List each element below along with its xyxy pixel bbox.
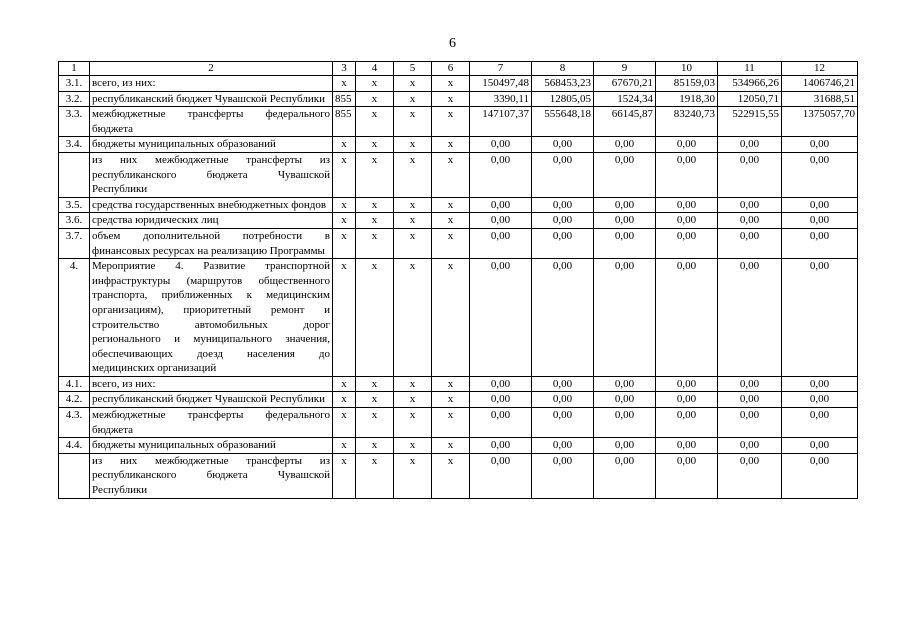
row-value-cell: 83240,73 (656, 107, 718, 137)
row-value-cell: 0,00 (656, 213, 718, 229)
row-code-cell: х (356, 152, 394, 197)
row-code-cell: х (432, 107, 470, 137)
row-number: 4. (59, 259, 90, 377)
row-code-cell: х (333, 137, 356, 153)
row-code-cell: х (394, 259, 432, 377)
column-header: 4 (356, 62, 394, 76)
row-value-cell: 67670,21 (594, 76, 656, 92)
row-value-cell: 0,00 (532, 152, 594, 197)
row-code-cell: х (432, 453, 470, 498)
table-row (59, 228, 858, 258)
row-value-cell: 0,00 (532, 197, 594, 213)
row-code-cell: х (394, 228, 432, 258)
table-row (59, 259, 858, 377)
row-code-cell: х (394, 453, 432, 498)
row-number: 3.3. (59, 107, 90, 137)
row-code-cell: х (432, 228, 470, 258)
row-value-cell: 66145,87 (594, 107, 656, 137)
row-code-cell: х (356, 76, 394, 92)
row-value-cell: 0,00 (594, 137, 656, 153)
row-value-cell: 0,00 (782, 213, 858, 229)
row-number: 3.1. (59, 76, 90, 92)
row-code-cell: х (356, 259, 394, 377)
row-value-cell: 0,00 (594, 376, 656, 392)
row-value-cell: 568453,23 (532, 76, 594, 92)
row-value-cell: 0,00 (782, 453, 858, 498)
row-code-cell: х (356, 392, 394, 408)
column-header: 7 (470, 62, 532, 76)
row-code-cell: х (356, 137, 394, 153)
header-row (59, 62, 858, 76)
row-value-cell: 0,00 (594, 408, 656, 438)
row-code-cell: х (333, 197, 356, 213)
row-value-cell: 0,00 (718, 376, 782, 392)
row-value-cell: 147107,37 (470, 107, 532, 137)
row-code-cell: 855 (333, 91, 356, 107)
row-code-cell: х (333, 76, 356, 92)
row-number: 4.3. (59, 408, 90, 438)
row-code-cell: х (333, 152, 356, 197)
row-value-cell: 0,00 (782, 197, 858, 213)
table-row (59, 137, 858, 153)
page-number: 6 (449, 36, 456, 51)
row-value-cell: 0,00 (470, 137, 532, 153)
row-code-cell: х (432, 152, 470, 197)
row-value-cell: 0,00 (718, 228, 782, 258)
row-value-cell: 0,00 (782, 438, 858, 454)
row-value-cell: 0,00 (656, 152, 718, 197)
row-code-cell: х (356, 107, 394, 137)
table-row (59, 376, 858, 392)
row-value-cell: 12805,05 (532, 91, 594, 107)
row-number (59, 453, 90, 498)
row-code-cell: х (432, 392, 470, 408)
row-code-cell: х (333, 438, 356, 454)
row-code-cell: х (394, 213, 432, 229)
column-header: 1 (59, 62, 90, 76)
row-number: 4.4. (59, 438, 90, 454)
row-description: средства государственных внебюджетных фондов (90, 197, 333, 213)
row-code-cell: х (432, 376, 470, 392)
table-row (59, 197, 858, 213)
table-body (59, 76, 858, 499)
row-value-cell: 0,00 (656, 438, 718, 454)
row-code-cell: х (432, 91, 470, 107)
column-header: 12 (782, 62, 858, 76)
row-value-cell: 0,00 (594, 228, 656, 258)
row-value-cell: 0,00 (782, 408, 858, 438)
row-value-cell: 0,00 (782, 152, 858, 197)
row-value-cell: 0,00 (782, 137, 858, 153)
row-code-cell: х (333, 453, 356, 498)
row-code-cell: х (432, 438, 470, 454)
column-header: 6 (432, 62, 470, 76)
row-value-cell: 85159,03 (656, 76, 718, 92)
row-value-cell: 534966,26 (718, 76, 782, 92)
table-row (59, 152, 858, 197)
row-value-cell: 0,00 (532, 438, 594, 454)
row-value-cell: 0,00 (594, 197, 656, 213)
row-description: межбюджетные трансферты федерального бюджета (90, 107, 333, 137)
row-value-cell: 0,00 (718, 438, 782, 454)
row-description: всего, из них: (90, 76, 333, 92)
row-code-cell: х (356, 213, 394, 229)
row-value-cell: 0,00 (656, 259, 718, 377)
row-value-cell: 0,00 (718, 408, 782, 438)
row-code-cell: х (356, 453, 394, 498)
row-value-cell: 0,00 (470, 259, 532, 377)
row-code-cell: х (432, 408, 470, 438)
row-value-cell: 0,00 (470, 438, 532, 454)
row-description: из них межбюджетные трансферты из республиканского бюджета Чувашской Республики (90, 152, 333, 197)
row-code-cell: х (333, 376, 356, 392)
row-value-cell: 0,00 (656, 408, 718, 438)
row-number: 3.6. (59, 213, 90, 229)
row-code-cell: х (333, 213, 356, 229)
table-row (59, 213, 858, 229)
row-value-cell: 12050,71 (718, 91, 782, 107)
row-code-cell: х (394, 197, 432, 213)
table-row (59, 438, 858, 454)
row-code-cell: х (356, 228, 394, 258)
budget-table (58, 61, 858, 499)
row-value-cell: 3390,11 (470, 91, 532, 107)
column-header: 10 (656, 62, 718, 76)
column-header: 8 (532, 62, 594, 76)
row-description: всего, из них: (90, 376, 333, 392)
row-value-cell: 0,00 (656, 197, 718, 213)
row-code-cell: х (432, 197, 470, 213)
table-row (59, 408, 858, 438)
row-code-cell: 855 (333, 107, 356, 137)
row-value-cell: 0,00 (532, 392, 594, 408)
row-code-cell: х (394, 152, 432, 197)
row-value-cell: 0,00 (594, 152, 656, 197)
row-code-cell: х (394, 91, 432, 107)
row-code-cell: х (356, 438, 394, 454)
row-code-cell: х (432, 76, 470, 92)
row-value-cell: 0,00 (718, 213, 782, 229)
row-value-cell: 0,00 (470, 376, 532, 392)
row-code-cell: х (432, 259, 470, 377)
table-row (59, 453, 858, 498)
row-description: бюджеты муниципальных образований (90, 137, 333, 153)
table-row (59, 392, 858, 408)
row-code-cell: х (333, 259, 356, 377)
row-description: республиканский бюджет Чувашской Республики (90, 91, 333, 107)
row-number: 3.7. (59, 228, 90, 258)
row-code-cell: х (356, 376, 394, 392)
row-code-cell: х (333, 392, 356, 408)
row-description: из них межбюджетные трансферты из республиканского бюджета Чувашской Республики (90, 453, 333, 498)
row-value-cell: 0,00 (470, 408, 532, 438)
row-code-cell: х (394, 392, 432, 408)
row-value-cell: 0,00 (532, 408, 594, 438)
row-value-cell: 0,00 (532, 228, 594, 258)
row-code-cell: х (394, 107, 432, 137)
row-description: Мероприятие 4. Развитие транспортной инфраструктуры (маршрутов общественного транспорта, приближенных к медицинским организациям), приоритетный ремонт и строительство автомобильных дорог регионального и муниципального значения, обеспечивающих доезд населения до медицинских организаций (90, 259, 333, 377)
row-value-cell: 31688,51 (782, 91, 858, 107)
row-code-cell: х (394, 376, 432, 392)
row-value-cell: 0,00 (470, 152, 532, 197)
row-code-cell: х (333, 408, 356, 438)
row-value-cell: 0,00 (594, 213, 656, 229)
row-value-cell: 1406746,21 (782, 76, 858, 92)
row-code-cell: х (394, 137, 432, 153)
column-header: 3 (333, 62, 356, 76)
row-value-cell: 150497,48 (470, 76, 532, 92)
row-number: 3.5. (59, 197, 90, 213)
row-value-cell: 0,00 (470, 453, 532, 498)
row-value-cell: 0,00 (782, 228, 858, 258)
row-number: 3.2. (59, 91, 90, 107)
row-value-cell: 0,00 (470, 197, 532, 213)
row-code-cell: х (432, 137, 470, 153)
table-row (59, 76, 858, 92)
row-value-cell: 0,00 (782, 259, 858, 377)
row-number: 4.2. (59, 392, 90, 408)
row-code-cell: х (394, 438, 432, 454)
row-value-cell: 0,00 (718, 259, 782, 377)
column-header: 2 (90, 62, 333, 76)
row-description: бюджеты муниципальных образований (90, 438, 333, 454)
row-code-cell: х (333, 228, 356, 258)
row-description: межбюджетные трансферты федерального бюджета (90, 408, 333, 438)
row-description: объем дополнительной потребности в финансовых ресурсах на реализацию Программы (90, 228, 333, 258)
row-value-cell: 0,00 (594, 259, 656, 377)
row-value-cell: 0,00 (532, 259, 594, 377)
row-value-cell: 0,00 (470, 228, 532, 258)
row-code-cell: х (356, 408, 394, 438)
row-value-cell: 0,00 (532, 376, 594, 392)
row-value-cell: 0,00 (532, 137, 594, 153)
row-value-cell: 0,00 (470, 392, 532, 408)
row-value-cell: 522915,55 (718, 107, 782, 137)
row-code-cell: х (356, 91, 394, 107)
row-value-cell: 0,00 (532, 213, 594, 229)
row-value-cell: 1375057,70 (782, 107, 858, 137)
row-description: средства юридических лиц (90, 213, 333, 229)
row-value-cell: 0,00 (718, 197, 782, 213)
row-code-cell: х (394, 76, 432, 92)
row-value-cell: 0,00 (594, 392, 656, 408)
row-value-cell: 1918,30 (656, 91, 718, 107)
row-code-cell: х (394, 408, 432, 438)
row-value-cell: 0,00 (718, 137, 782, 153)
row-code-cell: х (356, 197, 394, 213)
row-value-cell: 0,00 (656, 392, 718, 408)
row-number (59, 152, 90, 197)
row-value-cell: 0,00 (782, 376, 858, 392)
row-description: республиканский бюджет Чувашской Республики (90, 392, 333, 408)
row-value-cell: 0,00 (656, 137, 718, 153)
row-value-cell: 0,00 (656, 376, 718, 392)
row-value-cell: 0,00 (594, 438, 656, 454)
row-value-cell: 0,00 (532, 453, 594, 498)
column-header: 5 (394, 62, 432, 76)
row-value-cell: 1524,34 (594, 91, 656, 107)
row-value-cell: 0,00 (656, 228, 718, 258)
row-number: 4.1. (59, 376, 90, 392)
row-value-cell: 0,00 (594, 453, 656, 498)
row-value-cell: 0,00 (782, 392, 858, 408)
column-header: 11 (718, 62, 782, 76)
row-value-cell: 0,00 (718, 453, 782, 498)
row-value-cell: 0,00 (718, 392, 782, 408)
column-header: 9 (594, 62, 656, 76)
row-number: 3.4. (59, 137, 90, 153)
row-value-cell: 555648,18 (532, 107, 594, 137)
row-value-cell: 0,00 (718, 152, 782, 197)
table-row (59, 91, 858, 107)
row-value-cell: 0,00 (656, 453, 718, 498)
table-row (59, 107, 858, 137)
row-code-cell: х (432, 213, 470, 229)
row-value-cell: 0,00 (470, 213, 532, 229)
